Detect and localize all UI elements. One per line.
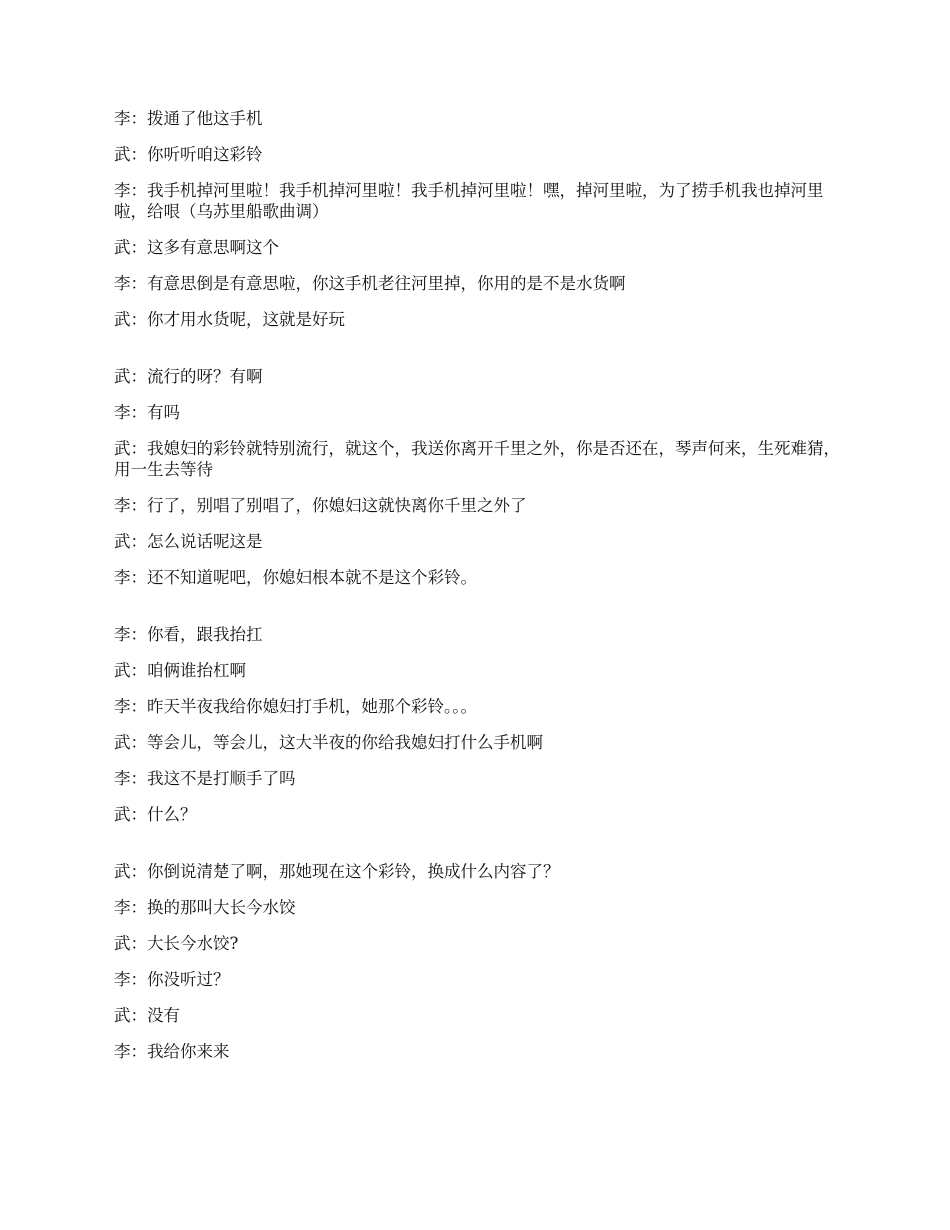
dialogue-line: 武：等会儿，等会儿，这大半夜的你给我媳妇打什么手机啊	[114, 733, 543, 752]
dialogue-line: 武：这多有意思啊这个	[114, 238, 279, 257]
dialogue-line: 李：换的那叫大长今水饺	[114, 898, 296, 917]
dialogue-line: 武：大长今水饺?	[114, 934, 239, 953]
dialogue-line: 武：怎么说话呢这是	[114, 532, 263, 551]
dialogue-section-2	[114, 366, 842, 588]
dialogue-line: 李：我这不是打顺手了吗	[114, 769, 296, 788]
dialogue-line: 武：你倒说清楚了啊，那她现在这个彩铃，换成什么内容了？	[114, 862, 560, 881]
dialogue-line: 武：什么？	[114, 805, 197, 824]
dialogue-line: 李：我给你来来	[114, 1042, 230, 1061]
dialogue-line: 李：拨通了他这手机	[114, 109, 263, 128]
dialogue-line: 李：有意思倒是有意思啦，你这手机老往河里掉，你用的是不是水货啊	[114, 274, 626, 293]
dialogue-section-4	[114, 861, 842, 1062]
dialogue-line: 武：你才用水货呢，这就是好玩	[114, 310, 345, 329]
dialogue-line: 李：昨天半夜我给你媳妇打手机，她那个彩铃。。。	[114, 697, 477, 716]
dialogue-line: 李：你看，跟我抬扛	[114, 625, 263, 644]
dialogue-line: 李：你没听过？	[114, 970, 230, 989]
dialogue-line: 武：我媳妇的彩铃就特别流行，就这个，我送你离开千里之外，你是否还在，琴声何来，生死难猜，用一生去等待	[114, 439, 840, 479]
dialogue-line: 武：流行的呀？有啊	[114, 367, 263, 386]
document-page	[114, 108, 842, 1062]
dialogue-line: 李：有吗	[114, 403, 180, 422]
dialogue-section-3	[114, 624, 842, 825]
dialogue-line: 武：没有	[114, 1006, 180, 1025]
dialogue-section-1	[114, 108, 842, 330]
dialogue-line: 李：行了，别唱了别唱了，你媳妇这就快离你千里之外了	[114, 496, 527, 515]
dialogue-line: 武：咱俩谁抬杠啊	[114, 661, 246, 680]
dialogue-line: 李：我手机掉河里啦！我手机掉河里啦！我手机掉河里啦！嘿，掉河里啦，为了捞手机我也掉河里啦，给哏（乌苏里船歌曲调）	[114, 181, 824, 221]
dialogue-line: 武：你听听咱这彩铃	[114, 145, 263, 164]
dialogue-line: 李：还不知道呢吧，你媳妇根本就不是这个彩铃。	[114, 568, 477, 587]
